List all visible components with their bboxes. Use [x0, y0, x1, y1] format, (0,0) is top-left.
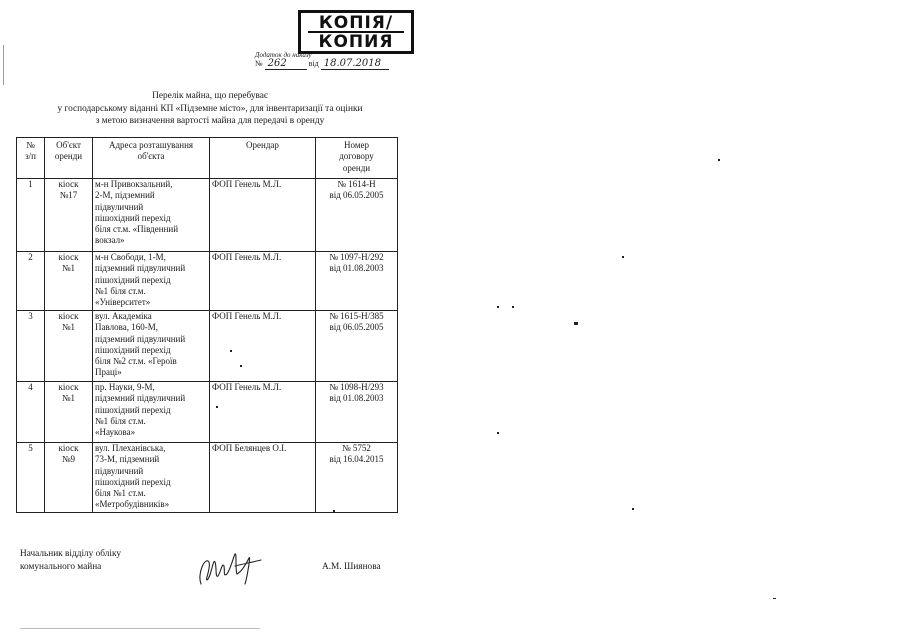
position-line-1: Начальник відділу обліку [20, 549, 122, 559]
header-contract: Номер договору оренди [316, 138, 398, 179]
cell-address: м-н Привокзальний, 2-М, підземний підвуличний пішохідний перехід біля ст.м. «Південний вокзал» [93, 179, 210, 252]
table-row [17, 382, 398, 443]
copy-stamp [298, 10, 414, 54]
scan-edge [3, 45, 4, 85]
cell-address: пр. Науки, 9-М, підземний підвуличний пішохідний перехід №1 біля ст.м. «Наукова» [93, 382, 210, 443]
cell-num: 5 [17, 443, 45, 513]
scan-speck [632, 508, 634, 510]
cell-address: вул. Плеханівська, 73-М, підземний підвуличний пішохідний перехід біля №1 ст.м. «Метробудівників» [93, 443, 210, 513]
cell-object: кіоск №1 [45, 252, 93, 311]
cell-object: кіоск №9 [45, 443, 93, 513]
cell-contract: № 5752 від 16.04.2015 [316, 443, 398, 513]
scan-speck [240, 365, 242, 367]
stamp-line-1: КОПІЯ/ [318, 12, 394, 33]
annex-date: 18.07.2018 [321, 58, 389, 70]
cell-tenant: ФОП Генель М.Л. [210, 311, 316, 382]
cell-num: 2 [17, 252, 45, 311]
annex-number-prefix: № [255, 59, 263, 68]
cell-contract: № 1097-Н/292 від 01.08.2003 [316, 252, 398, 311]
cell-object: кіоск №1 [45, 382, 93, 443]
stamp-line-2: КОПИЯ [308, 31, 404, 50]
cell-tenant: ФОП Генель М.Л. [210, 179, 316, 252]
cell-contract: № 1098-Н/293 від 01.08.2003 [316, 382, 398, 443]
scan-speck [512, 306, 514, 308]
cell-object: кіоск №1 [45, 311, 93, 382]
scan-speck [574, 322, 578, 325]
cell-object: кіоск №17 [45, 179, 93, 252]
cell-contract: № 1615-Н/385 від 06.05.2005 [316, 311, 398, 382]
annex-number: 262 [265, 58, 307, 70]
header-object: Об'єкт оренди [45, 138, 93, 179]
property-table [16, 137, 398, 513]
annex-date-prefix: від [308, 59, 319, 68]
header-address: Адреса розташування об'єкта [93, 138, 210, 179]
scan-speck [497, 432, 499, 434]
table-row [17, 443, 398, 513]
cell-tenant: ФОП Белянцев О.І. [210, 443, 316, 513]
cell-tenant: ФОП Генель М.Л. [210, 252, 316, 311]
table-row [17, 179, 398, 252]
table-header-row [17, 138, 398, 179]
header-tenant: Орендар [210, 138, 316, 179]
annex-label: Додаток до наказу [255, 51, 312, 59]
scan-speck [216, 406, 218, 408]
heading-line-2: у господарському віданні КП «Підземне місто», для інвентаризації та оцінки [57, 103, 363, 114]
signatory-position [20, 548, 121, 573]
cell-num: 1 [17, 179, 45, 252]
header-num: № з/п [17, 138, 45, 179]
heading-line-1: Перелік майна, що перебуває [152, 91, 268, 101]
scan-speck [333, 510, 335, 512]
cell-tenant: ФОП Генель М.Л. [210, 382, 316, 443]
position-line-2: комунального майна [20, 561, 102, 572]
cell-num: 4 [17, 382, 45, 443]
annex-number-line [255, 58, 389, 70]
cell-address: вул. Академіка Павлова, 160-М, підземний підвуличний пішохідний перехід біля №2 ст.м. «Героїв Праці» [93, 311, 210, 382]
cell-num: 3 [17, 311, 45, 382]
cell-address: м-н Свободи, 1-М, підземний підвуличний пішохідний перехід №1 біля ст.м. «Університет» [93, 252, 210, 311]
scan-speck [230, 350, 232, 352]
scan-edge [20, 628, 260, 629]
document-heading [20, 90, 400, 128]
cell-contract: № 1614-Н від 06.05.2005 [316, 179, 398, 252]
signature-icon [195, 544, 265, 592]
scan-speck [497, 306, 499, 308]
table-row [17, 252, 398, 311]
scan-speck [622, 256, 624, 258]
scan-speck [718, 159, 720, 161]
heading-line-3: з метою визначення вартості майна для передачі в оренду [95, 116, 325, 126]
scan-speck [773, 598, 776, 599]
table-row [17, 311, 398, 382]
signatory-name: А.М. Шиянова [322, 562, 381, 572]
